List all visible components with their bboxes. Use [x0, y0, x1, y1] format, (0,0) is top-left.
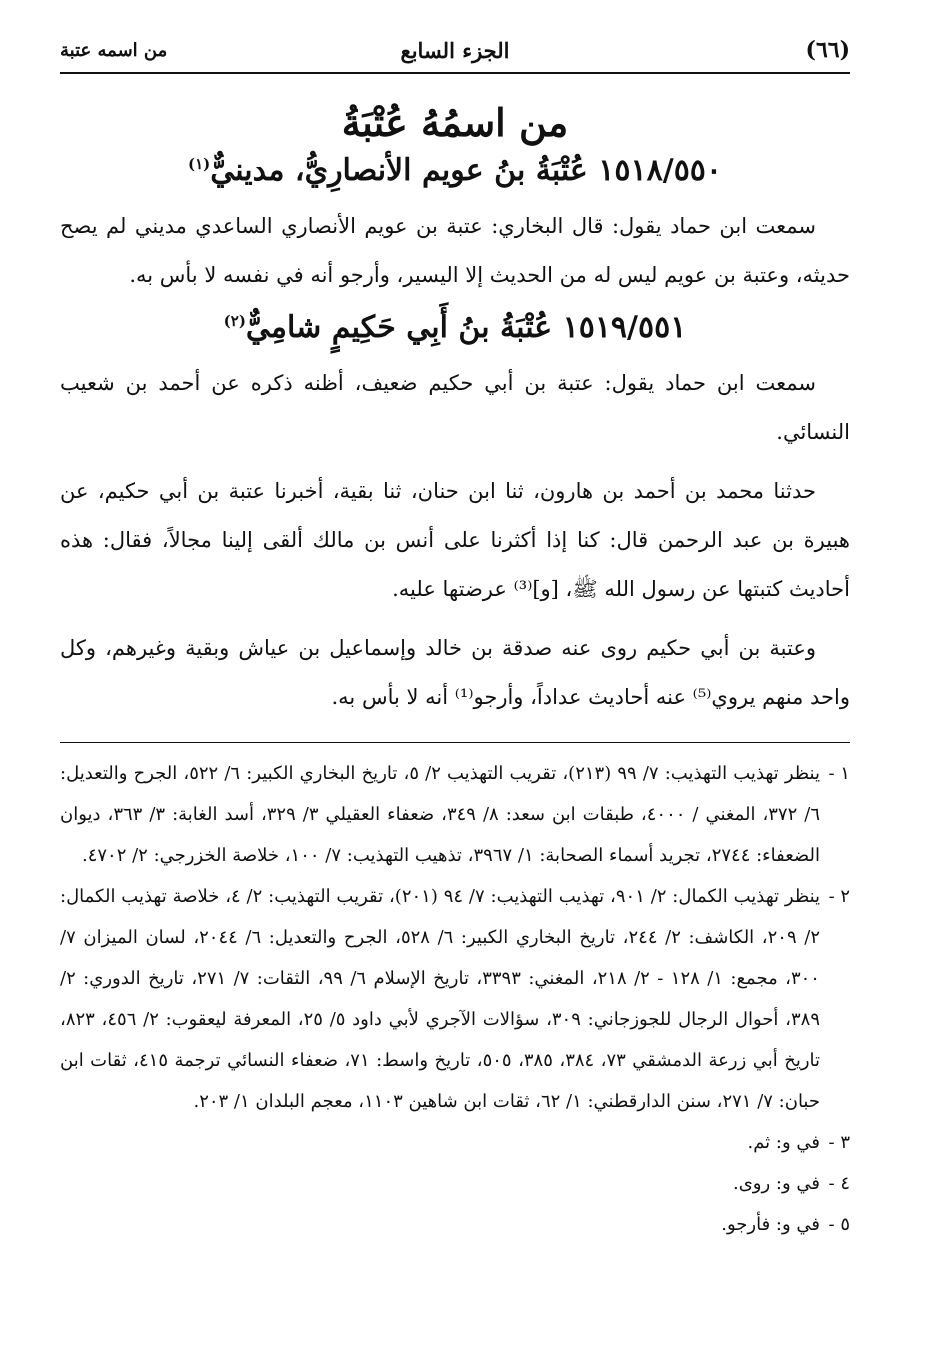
footnotes [60, 753, 850, 1245]
footnote-text: في و: ثم. [747, 1132, 820, 1153]
chapter-name: من اسمه عتبة [60, 39, 168, 61]
footnote-text: ينظر تهذيب الكمال: ٢/ ٩٠١، تهذيب التهذيب: ٧/ ٩٤ (٢٠١)، تقريب التهذيب: ٢/ ٤، خلاصة تهذيب الكمال: ٢/ ٢٠٩، الكاشف: ٢/ ٢٤٤، تاريخ البخاري الكبير: ٦/ ٥٢٨، الجرح والتعديل: ٦/ ٢٠٤٤، لسان الميزان ٧/ ٣٠٠، مجمع: ١/ ١٢٨ - ٢/ ٢١٨، المغني: ٣٣٩٣، تاريخ الإسلام ٦/ ٩٩، الثقات: ٧/ ٢٧١، تاريخ الدوري: ٢/ ٣٨٩، أحوال الرجال للجوزجاني: ٣٠٩، سؤالات الآجري لأبي داود ٥/ ٢٥، المعرفة ليعقوب: ٢/ ٤٥٦، ٨٢٣، تاريخ أبي زرعة الدمشقي ٧٣، ٣٨٤، ٣٨٥، ٥٠٥، تاريخ واسط: ٧١، ضعفاء النسائي ترجمة ٤١٥، ثقات ابن حبان: ٧/ ٢٧١، سنن الدارقطني: ١/ ٦٢، ثقات ابن شاهين ١١٠٣، معجم البلدان ١/ ٢٠٣. [60, 886, 821, 1112]
entry-paragraph: وعتبة بن أبي حكيم روى عنه صدقة بن خالد وإسماعيل بن عياش وبقية وغيرهم، وكل واحد منهم يروي⁽⁵⁾ عنه أحاديث عداداً، وأرجو⁽¹⁾ أنه لا بأس به. [60, 636, 850, 709]
footnote-number: ٢ - [828, 886, 851, 907]
footnote-number: ٤ - [828, 1173, 850, 1194]
entry-paragraph: سمعت ابن حماد يقول: قال البخاري: عتبة بن عويم الأنصاري الساعدي مديني لم يصح حديثه، وعتبة بن عويم ليس له من الحديث إلا اليسير، وأرجو أنه في نفسه لا بأس به. [60, 214, 850, 287]
footnote-3 [60, 1122, 850, 1163]
footnote-number: ٥ - [828, 1214, 850, 1235]
footnote-number: ٣ - [828, 1132, 850, 1153]
entry-1518 [60, 153, 850, 300]
page-number: (٦٦) [805, 37, 850, 63]
footnote-2 [60, 876, 850, 1122]
entry-title-text: ١٥١٩/٥٥١ عُتْبَةُ بنُ أَبِي حَكِيمٍ شامِيٌّ [245, 310, 687, 345]
section-name: الجزء السابع [400, 37, 510, 63]
entry-paragraph: سمعت ابن حماد يقول: عتبة بن أبي حكيم ضعيف، أظنه ذكره عن أحمد بن شعيب النسائي. [60, 371, 850, 444]
footnote-ref: (١) [187, 155, 211, 173]
footnote-text: في و: روى. [732, 1173, 820, 1194]
entry-title [60, 153, 850, 188]
footnote-4 [60, 1163, 850, 1204]
entry-title [60, 310, 850, 345]
footnote-1 [60, 753, 850, 876]
running-header [60, 28, 850, 74]
footnote-text: ينظر تهذيب التهذيب: ٧/ ٩٩ (٢١٣)، تقريب التهذيب ٢/ ٥، تاريخ البخاري الكبير: ٦/ ٥٢٢، الجرح والتعديل: ٦/ ٣٧٢، المغني / ٤٠٠٠، طبقات ابن سعد: ٨/ ٣٤٩، ضعفاء العقيلي ٣/ ٣٢٩، أسد الغابة: ٣/ ٣٦٣، ديوان الضعفاء: ٢٧٤٤، تجريد أسماء الصحابة: ١/ ٣٩٦٧، تذهيب التهذيب: ٧/ ١٠٠، خلاصة الخزرجي: ٢/ ٤٧٠٢. [60, 763, 821, 866]
entry-paragraph: حدثنا محمد بن أحمد بن هارون، ثنا ابن حنان، ثنا بقية، أخبرنا عتبة بن أبي حكيم، عن هبيرة بن عبد الرحمن قال: كنا إذا أكثرنا على أنس بن مالك ألقى إلينا مجالاً، فقال: هذه أحاديث كتبتها عن رسول الله ﷺ، [و]⁽³⁾ عرضتها عليه. [60, 479, 850, 601]
footnote-ref: (٢) [223, 312, 246, 330]
section-title: من اسمُهُ عُتْبَةُ [341, 100, 569, 145]
entry-title-text: ١٥١٨/٥٥٠ عُتْبَةُ بنُ عويم الأنصارِيُّ، مدينيٌّ [210, 153, 723, 188]
entry-1519 [60, 310, 850, 722]
footnote-5 [60, 1204, 850, 1245]
footnote-divider [60, 742, 850, 743]
footnote-text: في و: فأرجو. [721, 1214, 820, 1235]
footnote-number: ١ - [828, 763, 850, 784]
book-page [60, 28, 850, 1348]
